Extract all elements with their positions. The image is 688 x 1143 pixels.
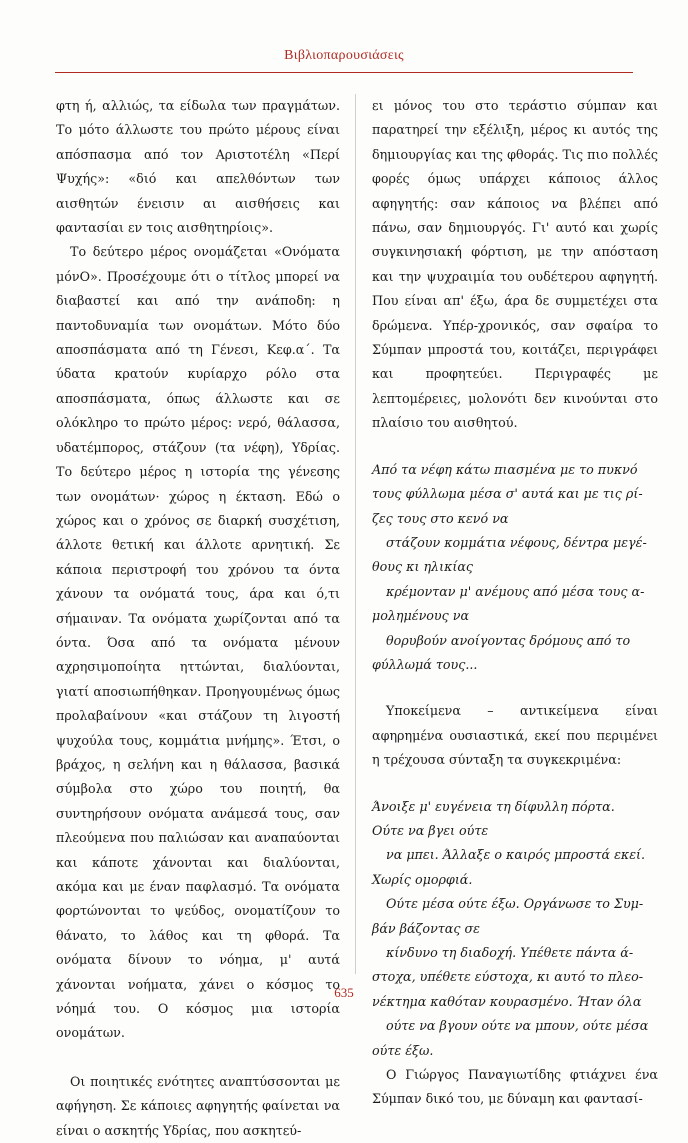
poem-line: μολημένους να: [372, 608, 470, 624]
poem-line: Χωρίς ομορφιά.: [372, 871, 473, 887]
poem-line: νέκτημα καθόταν κουρασμένο. Ήταν όλα: [372, 993, 642, 1009]
paragraph: Το δεύτερο μέρος ονομάζεται «Ονόματα μόνΟ». Προσέχουμε ότι ο τίτλος μπορεί να διαβαστεί και από την ανάποδη: η παντοδυναμία των ονομάτων. Μότο δύο αποσπάσματα από τη Γένεσι, Κεφ.α΄. Τα ύδατα κρατούν κυρίαρχο ρόλο στα αποσπάσματα, όπως άλλωστε και σε ολόκληρο το πρώτο μέρος: νερό, θάλασσα, υδατέμπορος, στάζουν (τα νέφη), Υδρίας. Το δεύτερο μέρος η ιστορία της γένεσης των ονομάτων· χώρος η έκταση. Εδώ ο χώρος και ο χρόνος σε διαρκή συσχέτιση, άλλοτε θετική και άλλοτε αρνητική. Σε κάποια περιστροφή του χρόνου τα όντα χάνουν τα ονόματά τους, άρα και ό,τι σήμαιναν. Τα ονόματα χωρίζονται από τα όντα. Όσα από τα ονόματα μένουν αχρησιμοποίητα ηττώνται, διαλύονται, γιατί αποσιωπήθηκαν. Προηγουμένως όμως προλαβαίνουν «και στάζουν τη λιγοστή ψυχούλα τους, κομμάτια μνήμης». Έτσι, ο βράχος, η σελήνη και η θάλασσα, βασικά σύμβολα στο χώρο του ποιητή, θα συντηρήσουν ονόματα ανάμεσά τους, σαν πλεούμενα που παλιώσαν και αναπαύονται και κάποτε χάνονται και διαλύονται, ακόμα και με έναν παφλασμό. Τα ονόματα φορτώνονται το ψεύδος, ονοματίζουν το θάνατο, το λάθος και τη φθορά. Τα ονόματα δίνουν το νόημα, μ' αυτά χάνονται νοήματα, χάνει ο κόσμος το νόημά του. Ο κόσμος μια ιστορία ονομάτων.: [56, 244, 340, 1041]
poem-line: Ούτε μέσα ούτε έξω. Οργάνωσε το Συμ-: [386, 896, 644, 912]
paragraph: φτη ή, αλλιώς, τα είδωλα των πραγμάτων. Το μότο άλλωστε του πρώτο μέρους είναι απόσπασμα από τον Αριστοτέλη «Περί Ψυχής»: «διό και απελθόντων των αισθητών ένεισιν αι αισθήσεις και φαντασίαι εν τοις αισθητηρίοις».: [56, 98, 340, 236]
poem-line: θους κι ηλικίας: [372, 559, 474, 575]
poem-line: στοχα, υπέθετε εύστοχα, κι αυτό το πλεο-: [372, 969, 644, 985]
poem-line: να μπει. Άλλαξε ο καιρός μπροστά εκεί.: [386, 847, 646, 863]
page-number: 635: [334, 985, 354, 1000]
poem-line: θορυβούν ανοίγοντας δρόμους από το: [386, 632, 631, 648]
poem-line: στάζουν κομμάτια νέφους, δέντρα μεγέ-: [386, 534, 647, 550]
poem-excerpt: [372, 458, 658, 678]
poem-excerpt: [372, 795, 658, 1063]
paragraph: Οι ποιητικές ενότητες αναπτύσσονται με αφήγηση. Σε κάποιες αφηγητής φαίνεται να είναι ο ασκητής Υδρίας, που ασκητεύ-: [56, 1073, 340, 1138]
right-column: [372, 94, 658, 1112]
poem-line: ούτε να βγουν ούτε να μπουν, ούτε μέσα: [386, 1018, 649, 1034]
poem-line: φύλλωμά τους...: [372, 656, 478, 672]
poem-line: βάν βάζοντας σε: [372, 920, 480, 936]
poem-line: κίνδυνο τη διαδοχή. Υπέθετε πάντα ά-: [386, 945, 634, 960]
poem-line: Άνοιξε μ' ευγένεια τη δίφυλλη πόρτα.: [372, 798, 615, 814]
section-title: Βιβλιοπαρουσιάσεις: [284, 48, 404, 63]
poem-line: Ούτε να βγει ούτε: [372, 822, 489, 838]
poem-line: Από τα νέφη κάτω πιασμένα με το πυκνό: [372, 461, 638, 477]
header-rule: [55, 72, 633, 73]
poem-line: ούτε έξω.: [372, 1042, 434, 1058]
page-header: [0, 48, 688, 73]
paragraph: Υποκείμενα – αντικείμενα είναι αφηρημένα ουσιαστικά, εκεί που περιμένει η τρέχουσα σύνταξη τα συγκεκριμένα:: [372, 703, 658, 768]
poem-line: ζες τους στο κενό να: [372, 510, 509, 526]
poem-line: κρέμονταν μ' ανέμους από μέσα τους α-: [386, 583, 645, 599]
poem-line: τους φύλλωμα μέσα σ' αυτά και με τις ρί-: [372, 486, 643, 502]
paragraph: Ο Γιώργος Παναγιωτίδης φτιάχνει ένα Σύμπαν δικό του, με δύναμη και φαντασί-: [372, 1067, 658, 1107]
column-separator: [355, 94, 356, 974]
paragraph: ει μόνος του στο τεράστιο σύμπαν και παρατηρεί την εξέλιξη, μέρος κι αυτός της δημιουργίας και της φθοράς. Τις πιο πολλές φορές όμως υπάρχει κάποιος άλλος αφηγητής: σαν κάποιος να βλέπει από πάνω, σαν δημιουργός. Γι' αυτό και χωρίς συγκινησιακή φόρτιση, με την απόσταση και την ψυχραιμία του ουδέτερου αφηγητή. Που είναι απ' έξω, άρα δε συμμετέχει στα δρώμενα. Υπέρ-χρονικός, σαν σφαίρα το Σύμπαν μπροστά του, κοιτάζει, περιγράφει και προφητεύει. Περιγραφές με λεπτομέρειες, μολονότι δεν κινούνται στο πλαίσιο του αισθητού.: [372, 98, 658, 431]
